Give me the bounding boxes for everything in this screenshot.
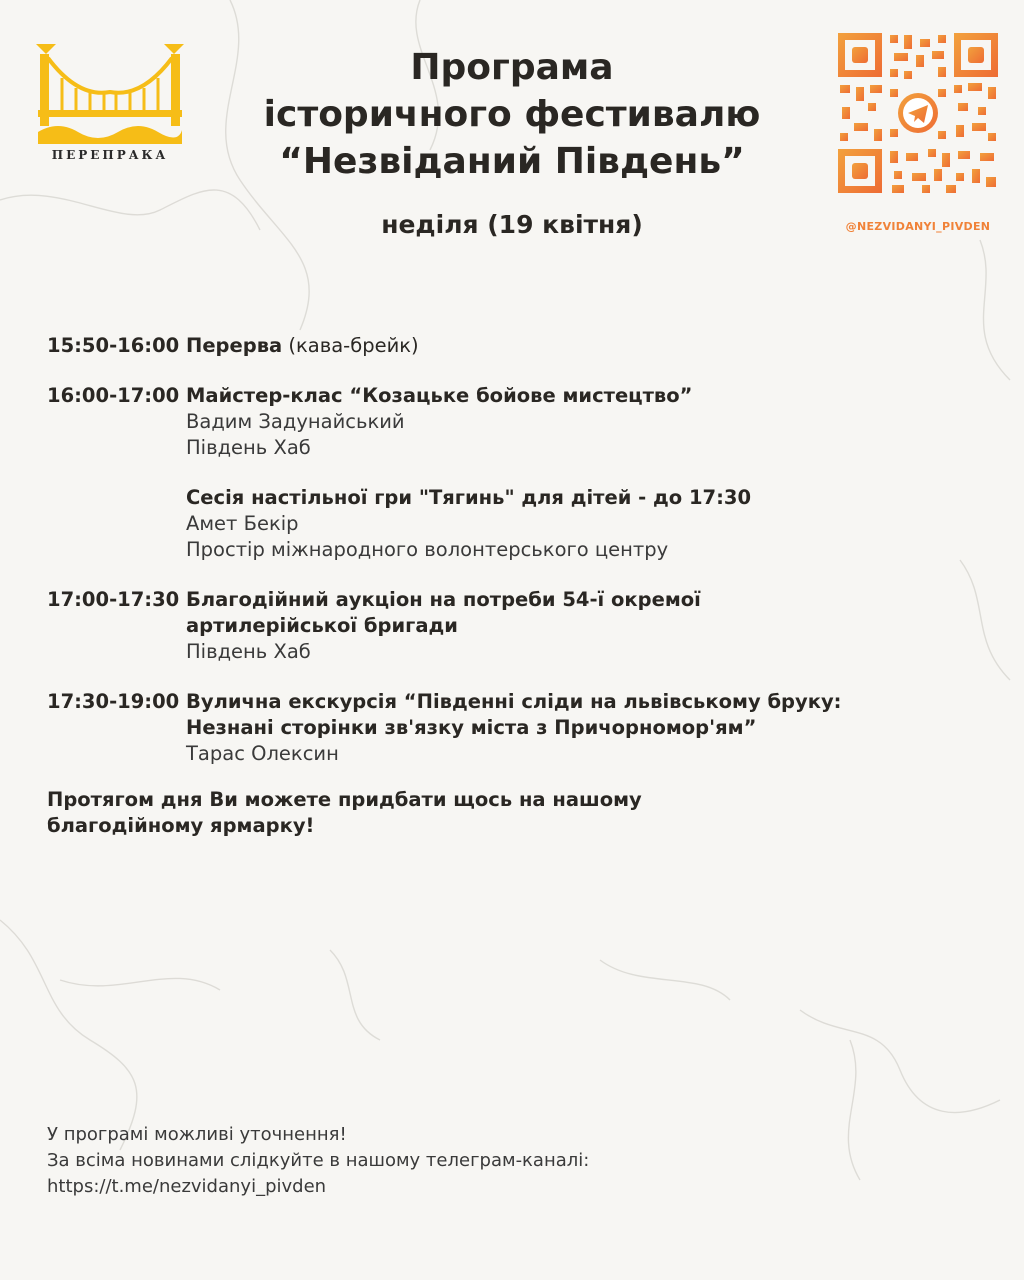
qr-code-icon[interactable] [838,33,998,193]
event-note: (кава-брейк) [282,334,419,357]
footer-line: За всіма новинами слідкуйте в нашому телеграм-каналі: [47,1150,590,1171]
slot-time: 16:00-17:00 [47,384,180,407]
title-line: історичного фестивалю [263,94,761,135]
schedule-slot [47,689,987,767]
schedule-list [47,333,987,791]
event-speaker: Тарас Олексин [186,742,339,765]
slot-time: 17:00-17:30 [47,588,180,611]
event-title-line: Незнані сторінки зв'язку міста з Причорномор'ям” [186,716,757,739]
page-title [200,44,824,185]
slot-time: 15:50-16:00 [47,334,180,357]
charity-fair-note [47,787,767,839]
event-date: неділя (19 квітня) [381,210,643,239]
telegram-handle: @NEZVIDANYI_PIVDEN [845,220,991,233]
event-venue: Простір міжнародного волонтерського центру [186,538,669,561]
footer-line: У програмі можливі уточнення! [47,1124,347,1145]
event-title-line: артилерійської бригади [186,614,458,637]
footer-note [47,1122,807,1200]
bridge-logo-icon [36,40,184,150]
schedule-slot [47,333,987,359]
schedule-event [186,587,987,665]
event-venue: Південь Хаб [186,436,311,459]
fair-note-line: благодійному ярмарку! [47,814,315,837]
schedule-slot [47,383,987,563]
schedule-slot [47,587,987,665]
schedule-event [186,689,987,767]
logo-text: ПЕРЕПРАКА [51,148,169,162]
event-title: Майстер-клас “Козацьке бойове мистецтво” [186,384,693,407]
telegram-icon [903,98,933,128]
perepraka-logo [36,40,184,166]
event-venue: Південь Хаб [186,640,311,663]
fair-note-line: Протягом дня Ви можете придбати щось на нашому [47,788,642,811]
event-title-text: Перерва [186,334,283,357]
event-title [186,333,987,359]
slot-time: 17:30-19:00 [47,690,180,713]
telegram-link[interactable]: https://t.me/nezvidanyi_pivden [47,1176,327,1197]
event-title: Сесія настільної гри "Тягинь" для дітей - до 17:30 [186,486,752,509]
schedule-event [186,383,987,461]
event-title-line: Благодійний аукціон на потреби 54-ї окремої [186,588,701,611]
event-speaker: Амет Бекір [186,512,299,535]
title-line: Програма [410,47,614,88]
schedule-event [186,333,987,359]
event-speaker: Вадим Задунайський [186,410,405,433]
schedule-event [186,485,987,563]
title-line: “Незвіданий Південь” [279,141,745,182]
event-title-line: Вулична екскурсія “Південні сліди на львівському бруку: [186,690,842,713]
